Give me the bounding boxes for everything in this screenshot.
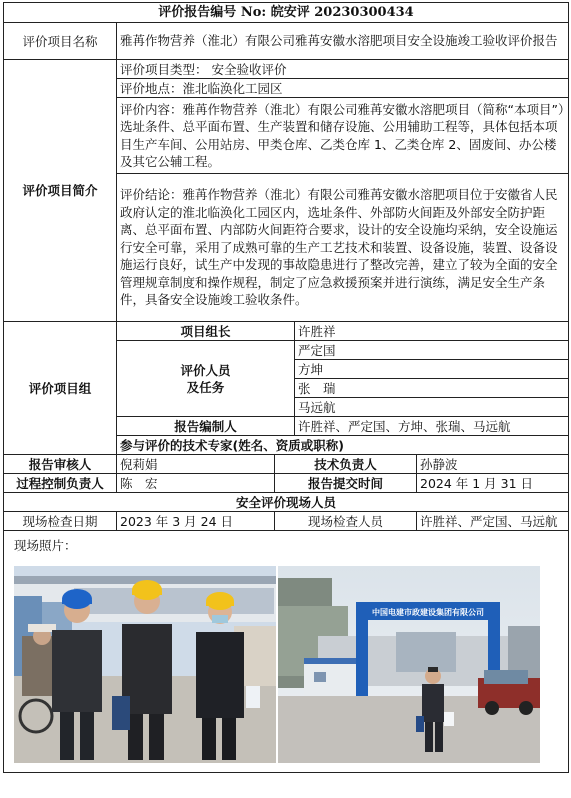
team-member-1: 严定国 — [295, 341, 569, 360]
team-members-label-2: 及任务 — [186, 379, 225, 395]
submit-time-value: 2024 年 1 月 31 日 — [417, 474, 569, 493]
project-name-value: 雅苒作物营养（淮北）有限公司雅苒安徽水溶肥项目安全设施竣工验收评价报告 — [117, 23, 569, 60]
site-photos-label: 现场照片： — [14, 538, 77, 553]
gate-banner-text: 中国电建市政建设集团有限公司 — [372, 608, 484, 617]
project-type-line: 评价项目类型： 安全验收评价 — [117, 60, 569, 79]
tech-lead-label: 技术负责人 — [275, 455, 417, 474]
project-location-line: 评价地点：淮北临涣化工园区 — [117, 79, 569, 98]
site-photo-2-image — [278, 566, 540, 763]
project-name-label: 评价项目名称 — [4, 23, 117, 60]
team-member-2: 方坤 — [295, 360, 569, 379]
reviewer-label: 报告审核人 — [4, 455, 117, 474]
site-photos-cell — [4, 531, 569, 773]
project-content-line: 评价内容：雅苒作物营养（淮北）有限公司雅苒安徽水溶肥项目（简称“本项目”）选址条件、总平面布置、生产装置和储存设施、公用辅助工程等，具体包括本项目生产车间、公用站房、甲类仓库、乙类仓库 1、乙类仓库 2、固废间、办公楼及其它公辅工程。 — [117, 98, 569, 174]
project-conclusion-line: 评价结论：雅苒作物营养（淮北）有限公司雅苒安徽水溶肥项目位于安徽省人民政府认定的淮北临涣化工园区内，选址条件、外部防火间距及外部安全防护距离、总平面布置、内部防火间距符合要求，设计的安全设施均采纳，安全设施运行安全可靠，采用了成熟可靠的生产工艺技术和装置、设备设施，装置、设备设施运行良好，试生产中发现的事故隐患进行了整改完善，建立了较为全面的安全管理规章制度和操作规程，制定了应急救援预案并进行演练，满足安全生产条件，具备安全设施竣工验收条件。 — [117, 174, 569, 322]
tech-lead-name: 孙静波 — [417, 455, 569, 474]
team-leader-label: 项目组长 — [117, 322, 295, 341]
intro-label: 评价项目简介 — [4, 60, 117, 322]
site-personnel-label: 安全评价现场人员 — [4, 493, 569, 512]
site-photos — [14, 566, 558, 766]
reviewer-name: 倪莉娟 — [117, 455, 275, 474]
inspection-date-value: 2023 年 3 月 24 日 — [117, 512, 275, 531]
site-photo-1 — [14, 566, 276, 763]
team-leader-name: 许胜祥 — [295, 322, 569, 341]
team-member-4: 马远航 — [295, 398, 569, 417]
inspection-date-label: 现场检查日期 — [4, 512, 117, 531]
process-control-name: 陈 宏 — [117, 474, 275, 493]
team-member-3: 张 瑞 — [295, 379, 569, 398]
site-photo-1-image — [14, 566, 276, 763]
process-control-label: 过程控制负责人 — [4, 474, 117, 493]
report-writers-label: 报告编制人 — [117, 417, 295, 436]
report-number-title: 评价报告编号 No: 皖安评 20230300434 — [4, 3, 569, 23]
team-label: 评价项目组 — [4, 322, 117, 455]
site-photo-2 — [278, 566, 540, 763]
team-members-label — [117, 341, 295, 417]
team-members-label-1: 评价人员 — [180, 362, 231, 378]
report-table — [3, 2, 569, 773]
inspection-people-label: 现场检查人员 — [275, 512, 417, 531]
report-page — [3, 2, 568, 794]
experts-label: 参与评价的技术专家(姓名、资质或职称) — [117, 436, 569, 455]
inspection-people-value: 许胜祥、严定国、马远航 — [417, 512, 569, 531]
report-writers-value: 许胜祥、严定国、方坤、张瑞、马远航 — [295, 417, 569, 436]
submit-time-label: 报告提交时间 — [275, 474, 417, 493]
